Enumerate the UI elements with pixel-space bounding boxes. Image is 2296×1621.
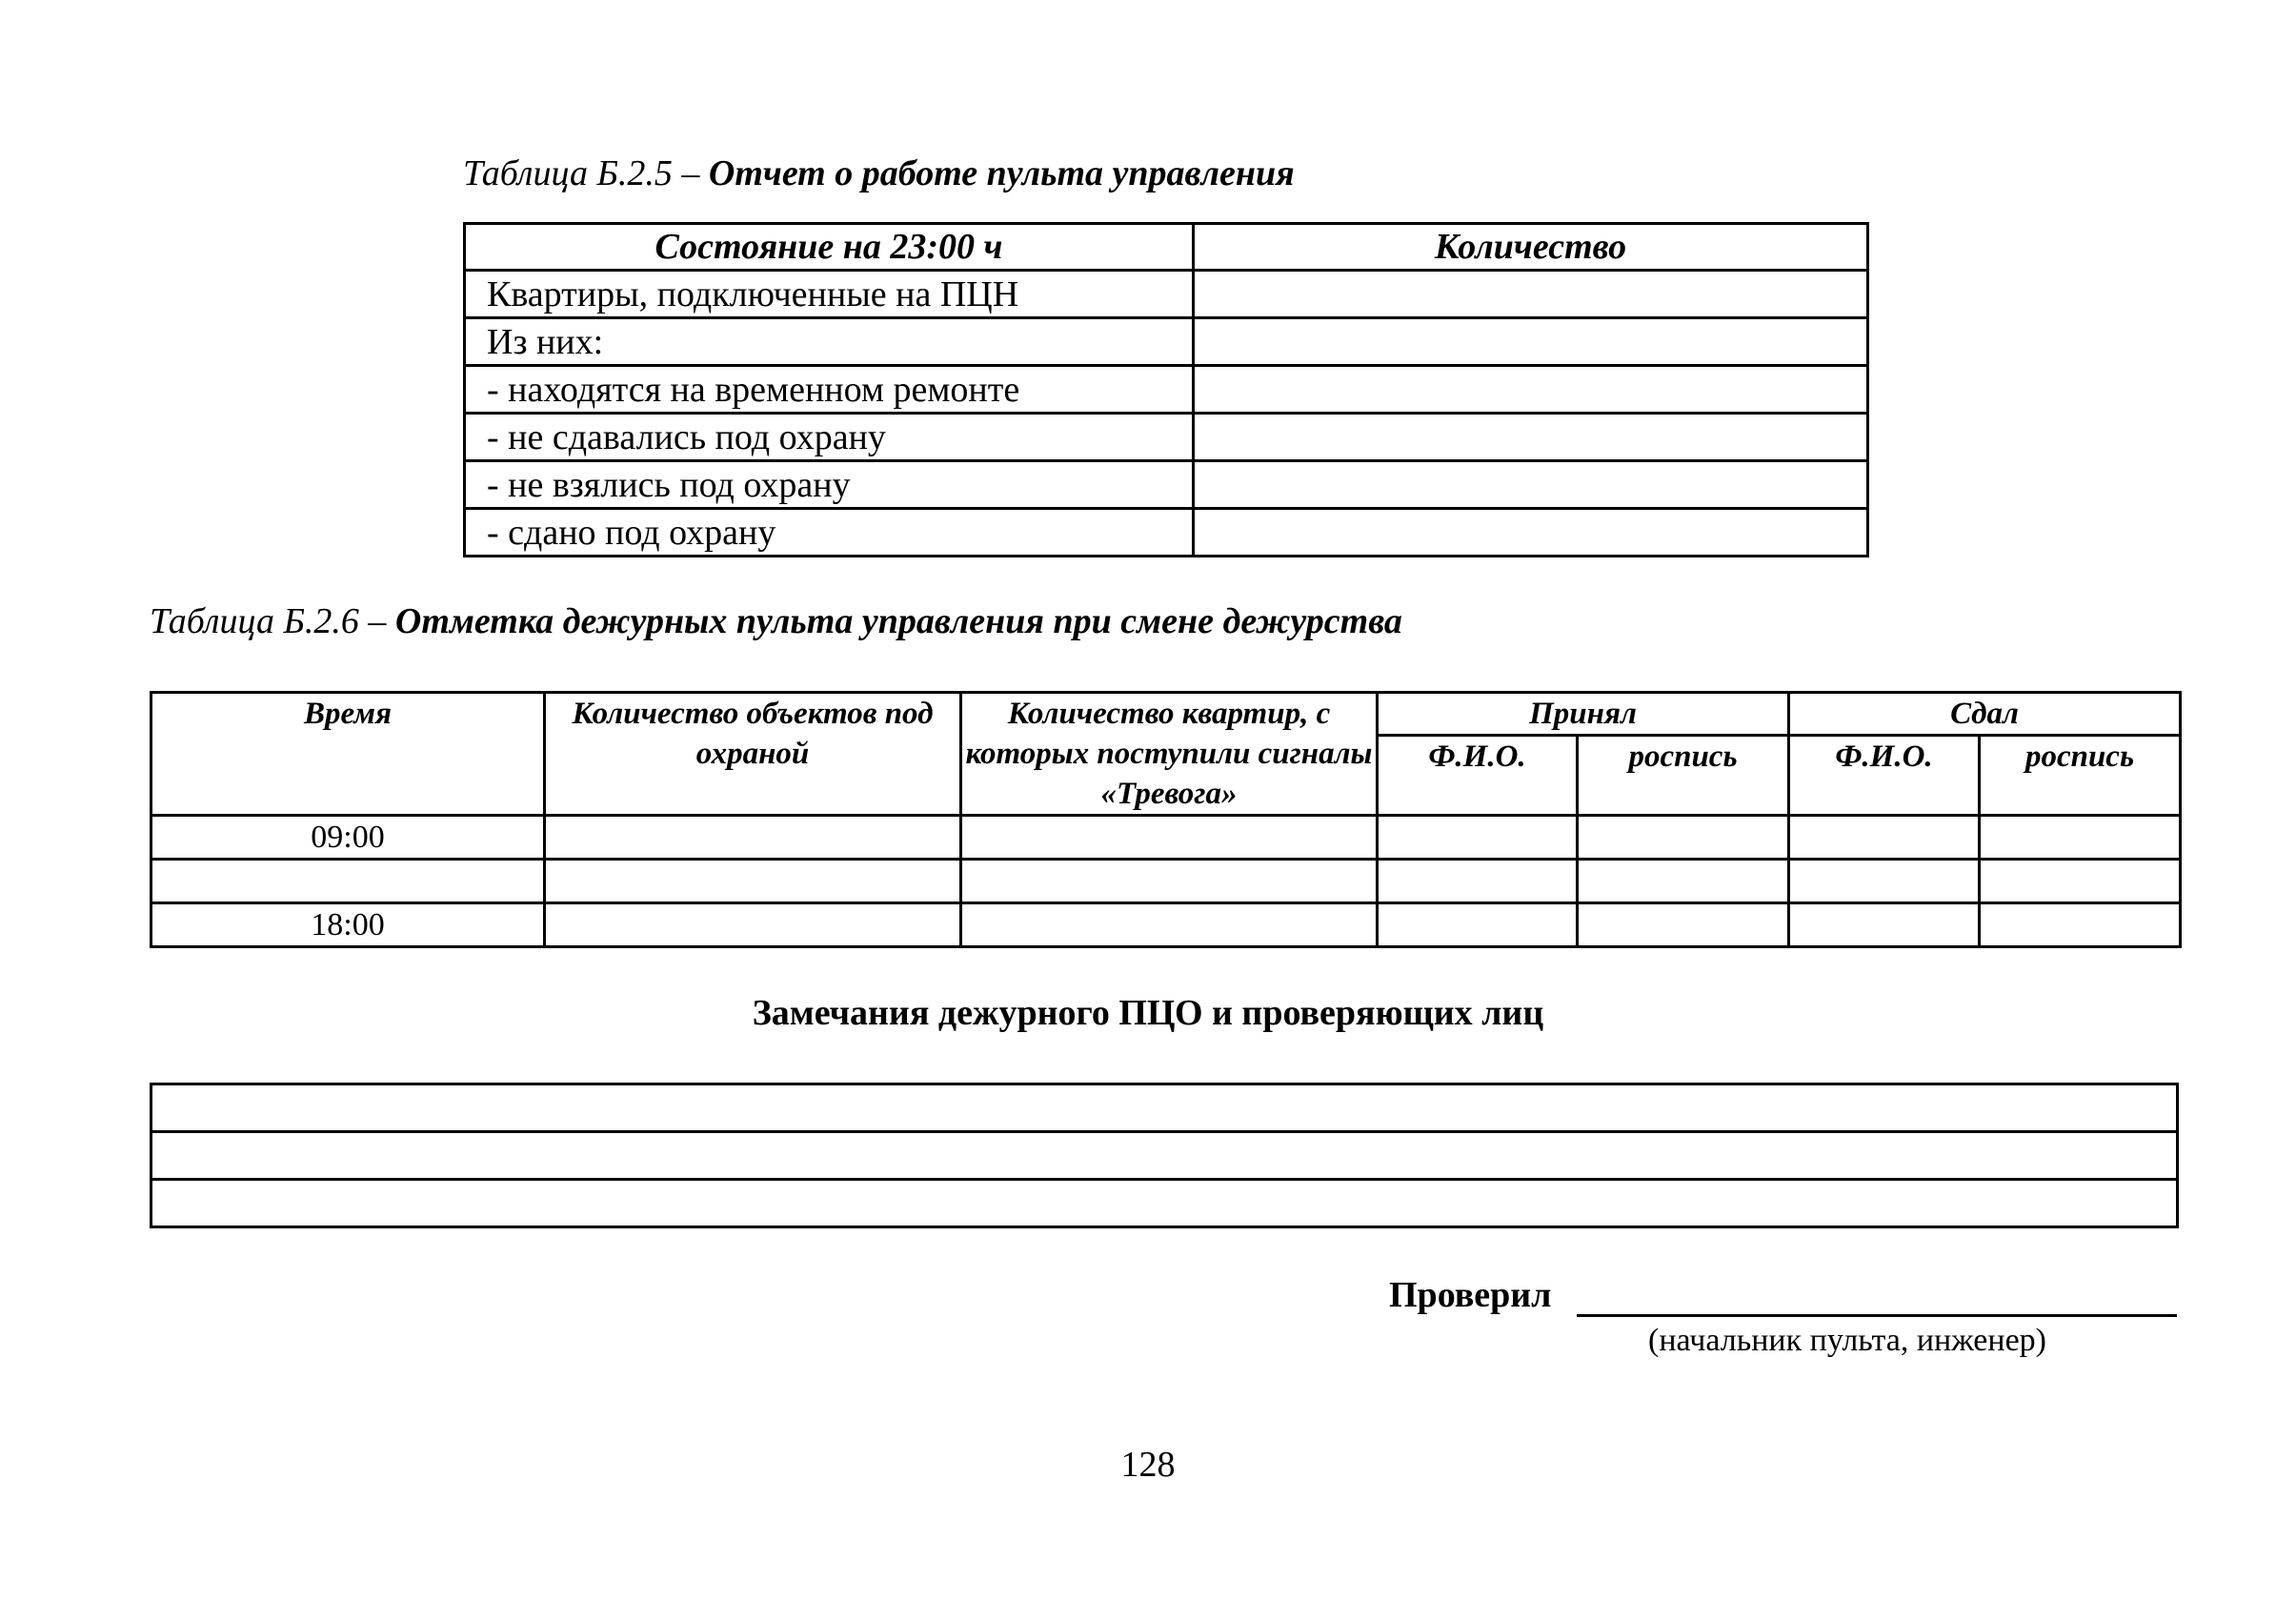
table1-cell-value[interactable]: [1194, 318, 1868, 366]
table2-cell[interactable]: [1789, 816, 1980, 860]
table2-cell[interactable]: [1378, 903, 1578, 947]
table2-cell[interactable]: [1789, 860, 1980, 903]
table2-cell[interactable]: [961, 860, 1378, 903]
table-row: [465, 366, 1868, 414]
table1-caption-title: Отчет о работе пульта управления: [708, 153, 1295, 193]
table-row: [465, 271, 1868, 318]
table1-cell-value[interactable]: [1194, 414, 1868, 461]
table1-cell-label: - не сдавались под охрану: [465, 414, 1194, 461]
table2-cell[interactable]: [961, 903, 1378, 947]
table2-cell[interactable]: [1980, 860, 2181, 903]
table2-header-accepted-fio: Ф.И.О.: [1378, 736, 1578, 816]
table-row: [151, 1084, 2178, 1132]
table2-header-accepted-signature: роспись: [1578, 736, 1789, 816]
table1-header-quantity: Количество: [1194, 224, 1868, 271]
table-row: [151, 1180, 2178, 1227]
table1-cell-value[interactable]: [1194, 271, 1868, 318]
table1-cell-label: - сдано под охрану: [465, 509, 1194, 557]
table2-cell[interactable]: [1578, 860, 1789, 903]
table2-header-handed-fio: Ф.И.О.: [1789, 736, 1980, 816]
signature-line[interactable]: [1577, 1314, 2177, 1317]
table-row: [465, 414, 1868, 461]
table-row: [465, 461, 1868, 509]
table2: [150, 691, 2182, 948]
table1-cell-value[interactable]: [1194, 461, 1868, 509]
table1: [463, 222, 1869, 557]
signer-note: (начальник пульта, инженер): [1648, 1323, 2046, 1358]
table2-cell[interactable]: [1578, 816, 1789, 860]
remarks-line[interactable]: [151, 1132, 2178, 1180]
table2-header-handed: Сдал: [1789, 693, 2181, 736]
table2-cell[interactable]: [1578, 903, 1789, 947]
table2-cell-time: [151, 860, 545, 903]
table2-header-row: [151, 693, 2181, 736]
table2-cell[interactable]: [1378, 860, 1578, 903]
table-row: [151, 1132, 2178, 1180]
remarks-title: Замечания дежурного ПЦО и проверяющих лиц: [752, 993, 1544, 1033]
table2-cell[interactable]: [1789, 903, 1980, 947]
table-row: [151, 816, 2181, 860]
table2-header-handed-signature: роспись: [1980, 736, 2181, 816]
table2-header-accepted: Принял: [1378, 693, 1789, 736]
table2-cell[interactable]: [545, 860, 961, 903]
remarks-line[interactable]: [151, 1084, 2178, 1132]
table2-cell-time: 18:00: [151, 903, 545, 947]
table2-header-apartments: Количество квартир, с которых поступили сигналы «Тревога»: [961, 693, 1378, 816]
table1-caption-prefix: Таблица Б.2.5 –: [463, 153, 709, 193]
table2-cell[interactable]: [1980, 816, 2181, 860]
table2-cell[interactable]: [1980, 903, 2181, 947]
table2-cell[interactable]: [1378, 816, 1578, 860]
table1-cell-value[interactable]: [1194, 509, 1868, 557]
table1-header-state: Состояние на 23:00 ч: [465, 224, 1194, 271]
table2-header-objects: Количество объектов под охраной: [545, 693, 961, 816]
table2-caption-prefix: Таблица Б.2.6 –: [150, 601, 395, 641]
remarks-line[interactable]: [151, 1180, 2178, 1227]
table1-caption: [463, 152, 1295, 194]
page-number: 128: [1120, 1445, 1176, 1485]
table2-cell-time: 09:00: [151, 816, 545, 860]
table1-cell-label: - не взялись под охрану: [465, 461, 1194, 509]
table1-cell-value[interactable]: [1194, 366, 1868, 414]
remarks-table: [150, 1083, 2179, 1228]
table1-cell-label: - находятся на временном ремонте: [465, 366, 1194, 414]
table2-cell[interactable]: [545, 816, 961, 860]
table2-caption-title: Отметка дежурных пульта управления при смене дежурства: [394, 601, 1402, 641]
table2-header-time: Время: [151, 693, 545, 816]
table2-cell[interactable]: [545, 903, 961, 947]
table-row: [465, 509, 1868, 557]
table-row: [151, 860, 2181, 903]
table2-cell[interactable]: [961, 816, 1378, 860]
table1-cell-label: Из них:: [465, 318, 1194, 366]
table1-header-row: [465, 224, 1868, 271]
table1-cell-label: Квартиры, подключенные на ПЦН: [465, 271, 1194, 318]
table-row: [465, 318, 1868, 366]
table2-caption: [150, 600, 1402, 642]
checked-label: Проверил: [1389, 1275, 1552, 1315]
table-row: [151, 903, 2181, 947]
